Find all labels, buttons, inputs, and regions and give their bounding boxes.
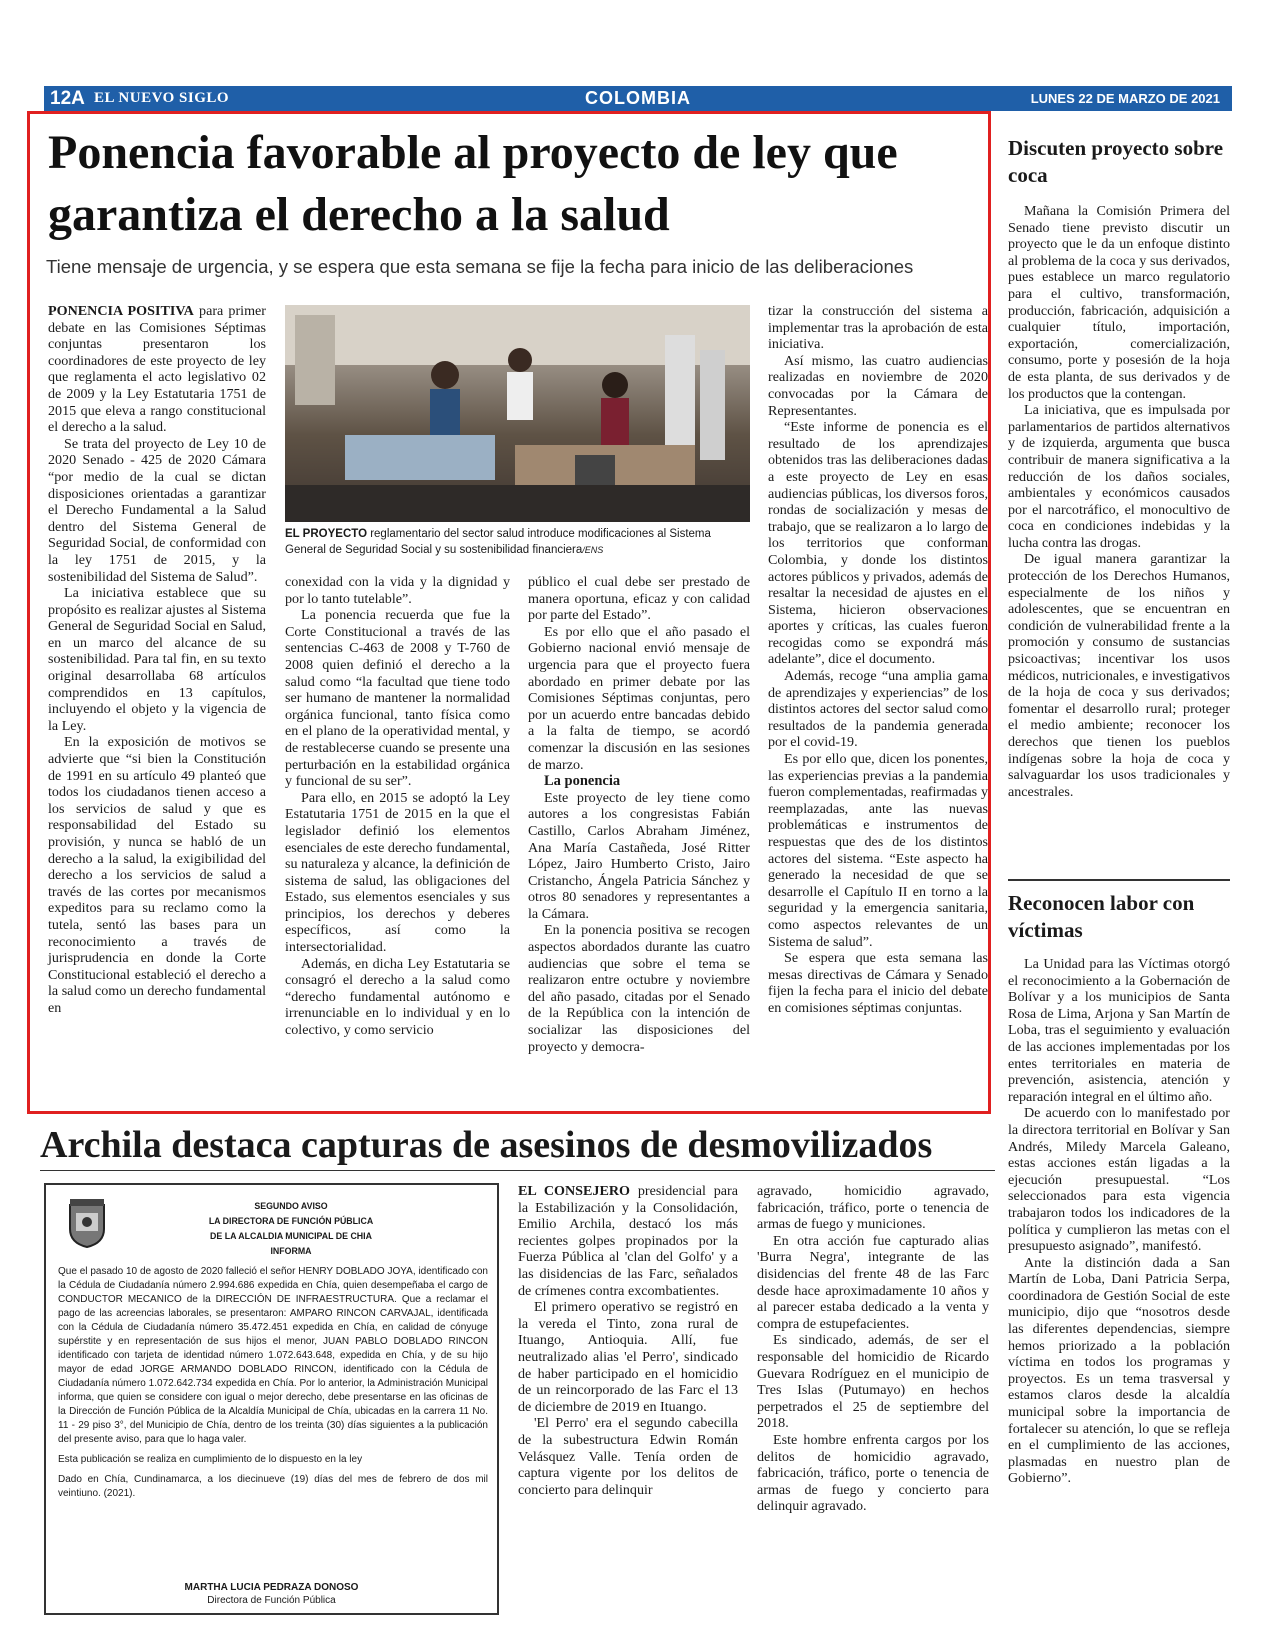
main-column-1 — [48, 303, 266, 1017]
paragraph: agravado, homicidio agravado, fabricación, tráfico, porte o tenencia de armas de fuego y municiones. — [757, 1183, 989, 1233]
signatory-title: Directora de Función Pública — [207, 1595, 336, 1606]
paragraph: La Unidad para las Víctimas otorgó el reconocimiento a la Gobernación de Bolívar y a los municipios de Santa Rosa de Lima, Arjona y San Martín de Loba, tras el seguimiento y evaluación de las acciones implementadas por los entes territoriales en materia de prevención, asistencia, atención y reparación integral en el último año. — [1008, 956, 1230, 1105]
notice-heading-line: SEGUNDO AVISO — [254, 1201, 328, 1211]
paragraph: En la ponencia positiva se recogen aspectos abordados durante las cuatro audiencias que sobre el tema se realizaron entre octubre y noviembre del año pasado, citadas por el Senado de la República con la intención de socializar las disposiciones del proyecto y democra- — [528, 922, 750, 1055]
sidebar-column-coca — [1008, 203, 1230, 800]
paragraph: para primer debate en las Comisiones Séptimas conjuntas presentaron los coordinadores de este proyecto de ley que reglamenta el acto legislativo 02 de 2009 y la Ley Estatutaria 1751 de 2015 que eleva a rango constitucional el derecho a la salud. — [48, 303, 267, 436]
notice-paragraph: Dado en Chía, Cundinamarca, a los diecinueve (19) días del mes de febrero de dos mil veintiuno. (2021). — [58, 1474, 488, 1499]
newspaper-name: EL NUEVO SIGLO — [94, 90, 230, 106]
lead-in: EL CONSEJERO — [518, 1183, 630, 1199]
paragraph: presidencial para la Estabilización y la Consolidación, Emilio Archila, destacó los más recientes golpes propinados por la Fuerza Pública al 'clan del Golfo' y a las disidencias de las Farc, señalados de crímenes contra excombatientes. — [518, 1183, 738, 1299]
paragraph: El primero operativo se registró en la vereda el Tinto, zona rural de Ituango, Antioquia. Allí, fue neutralizado alias 'el Perro', sindicado de haber participado en el homicidio de un reincorporado de las Farc el 13 de diciembre de 2019 en Ituango. — [518, 1299, 738, 1415]
photo-credit: /ENS — [582, 545, 604, 555]
issue-date: LUNES 22 DE MARZO DE 2021 — [1030, 91, 1220, 106]
page-number: 12A — [50, 88, 85, 109]
paragraph: Este hombre enfrenta cargos por los delitos de homicidio agravado, fabricación, tráfico, porte o tenencia de armas de fuego y concierto para delinquir agravado. — [757, 1431, 989, 1515]
page-header — [44, 86, 1232, 111]
main-subheadline: Tiene mensaje de urgencia, y se espera que esta semana se fije la fecha para inicio de las deliberaciones — [46, 256, 914, 277]
sidebar-headline-coca: Discuten proyecto sobre coca — [1008, 136, 1224, 187]
paragraph: “Este informe de ponencia es el resultado de los aprendizajes obtenidos tras las deliberaciones dadas a este proyecto de Ley en esas audiencias públicas, los diversos foros, rondas de socialización y mesas de trabajo, que se realizaron a lo largo de los territorios que conforman Colombia, y donde los distintos actores públicos y privados, además de resaltar la necesidad de ajustes en el Sistema, hicieron observaciones aportes y críticas, las cuales fueron recogidas como se expondrá más adelante”, dice el documento. — [768, 419, 988, 668]
paragraph: En otra acción fue capturado alias 'Burra Negra', integrante de las disidencias del frente 48 de las Farc desde hace aproximadamente 10 años y al parecer estaba dedicado a la venta y compra de estupefacientes. — [757, 1232, 989, 1332]
article-photo — [285, 305, 750, 522]
paragraph: Es sindicado, además, de ser el responsable del homicidio de Ricardo Guevara Rodríguez en el municipio de Tres Islas (Putumayo) en hechos perpetrados el 25 de septiembre del 2018. — [757, 1332, 989, 1432]
paragraph: Es por ello que, dicen los ponentes, las experiencias previas a la pandemia fueron complementadas, reafirmadas y reemplazadas, ante las nuevas problemáticas e instrumentos de respuestas que des de los distintos actores del sistema. “Este aspecto ha generado la necesidad de que se desarrolle el Capítulo II en torno a la seguridad y la emergencia sanitaria, como aspectos relevantes de un Sistema de salud”. — [768, 751, 988, 950]
paragraph: La iniciativa, que es impulsada por parlamentarios de partidos alternativos y de izquierda, argumenta que busca contribuir de manera significativa a la reducción de los daños sociales, ambientales y económicos causados por el narcotráfico, el monocultivo de coca en condiciones indebidas y la lucha contra las drogas. — [1008, 402, 1230, 551]
caption-text: reglamentario del sector salud introduce modificaciones al Sistema General de Seguridad Social y su sostenibilidad financiera — [285, 528, 711, 556]
paragraph: Ante la distinción dada a San Martín de Loba, Dani Patricia Serpa, coordinadora de Gestión Social de este municipio, dijo que “nosotros desde las diferentes dependencias, siempre hemos priorizado a la población víctima en todos los programas y proyectos. Es un tema trasversal y estamos claros desde la alcaldía municipal sobre la importancia de fortalecer su atención, lo que se refleja en el cumplimiento de las acciones, plasmadas en nuestro plan de Gobierno”. — [1008, 1254, 1230, 1487]
divider — [1008, 879, 1230, 881]
notice-signature — [46, 1581, 497, 1607]
paragraph: Este proyecto de ley tiene como autores a los congresistas Fabián Castillo, Carlos Abraham Jiménez, Ana María Castañeda, José Ritter López, Jairo Humberto Cristo, Jairo Cristancho, Ángela Patricia Sánchez y otros 80 senadores y representantes a la Cámara. — [528, 789, 750, 922]
municipal-crest-icon — [66, 1197, 108, 1249]
notice-body — [58, 1265, 488, 1507]
paragraph: conexidad con la vida y la dignidad y por lo tanto tutelable”. — [285, 574, 510, 607]
notice-heading-line: LA DIRECTORA DE FUNCIÓN PÚBLICA — [208, 1216, 374, 1226]
paragraph: De igual manera garantizar la protección de los Derechos Humanos, especialmente de los niños y adolescentes, que se encuentran en condición de vulnerabilidad frente a la promoción y consumo de sustancias psicoactivas; incentivar los usos médicos, nutricionales, e investigativos de la hoja de coca y sus derivados; fomentar el desarrollo rural; proteger el medio ambiente; reconocer los derechos que tienen los pueblos indígenas sobre la hoja de coca y salvaguardar los usos tradicionales y ancestrales. — [1008, 551, 1230, 800]
main-column-4 — [768, 303, 988, 1017]
sidebar-column-victimas — [1008, 956, 1230, 1487]
main-headline: Ponencia favorable al proyecto de ley que garantiza el derecho a la salud — [48, 126, 898, 241]
paragraph: La ponencia recuerda que fue la Corte Constitucional a través de las sentencias C-463 de 2008 y T-760 de 2008 quien definió el derecho a la salud como “la facultad que tiene todo ser humano de mantener la normalidad orgánica funcional, tanto física como en el plano de la operatividad mental, y de restablecerse cuando se presente una perturbación en la estabilidad orgánica y funcional de su ser”. — [285, 607, 510, 790]
section-name: COLOMBIA — [585, 88, 691, 108]
paragraph: Así mismo, las cuatro audiencias realizadas en noviembre de 2020 convocadas por la Cámara de Representantes. — [768, 352, 988, 419]
paragraph: En la exposición de motivos se advierte que “si bien la Constitución de 1991 en su artículo 49 planteó que todos los ciudadanos tienen acceso a los servicios de salud y que es responsabilidad del Estado su provisión, y nunca se habló de un derecho a la salud, la exigibilidad del derecho a los servicios de salud a través de las cortes por mecanismos expeditos para su reclamo como la tutela, sentó las bases para un reconocimiento a través de jurisprudencia en donde la Corte Constitucional estableció el derecho a la salud como un derecho fundamental en — [48, 734, 266, 1016]
paragraph: La iniciativa establece que su propósito es realizar ajustes al Sistema General de Seguridad Social en Salud, en un marco del alcance de su sostenibilidad. Para tal fin, en su texto original desarrollaba 68 artículos comprendidos en 13 capítulos, incluyendo el objeto y la vigencia de la Ley. — [48, 585, 266, 734]
legal-notice — [44, 1183, 499, 1615]
photo-caption — [285, 526, 755, 558]
paragraph: Es por ello que el año pasado el Gobierno nacional envió mensaje de urgencia para que el proyecto fuera abordado en primer debate por las Comisiones Séptimas conjuntas, pero por un acuerdo entre bancadas debido a la falta de tiempo, se acordó comenzar la discusión en las sesiones de marzo. — [528, 623, 750, 773]
notice-heading-line: INFORMA — [270, 1246, 312, 1256]
second-column-2 — [757, 1183, 989, 1515]
paragraph: De acuerdo con lo manifestado por la directora territorial en Bolívar y San Andrés, Miledy Marcela Galeano, estas acciones están ligadas a la ejecución presupuestal. “Los seleccionados para esta vigencia trabajaron todos los indicadores de la política y cumplieron las metas con el presupuesto asignado”, manifestó. — [1008, 1105, 1230, 1255]
notice-heading — [136, 1199, 446, 1259]
main-column-2 — [285, 574, 510, 1039]
paragraph: Mañana la Comisión Primera del Senado tiene previsto discutir un proyecto que le da un enfoque distinto al problema de la coca y sus derivados, pues establece un marco regulatorio para el cultivo, transformación, producción, fabricación, adquisición a cualquier título, importación, exportación, comercialización, consumo, porte y posesión de la hoja de esta planta, de sus derivados y de los productos que la contengan. — [1008, 203, 1230, 402]
sidebar-headline-victimas: Reconocen labor con víctimas — [1008, 891, 1195, 942]
second-column-1 — [518, 1183, 738, 1498]
subheading: La ponencia — [544, 773, 621, 790]
paragraph: Se espera que esta semana las mesas directivas de Cámara y Senado fijen la fecha para el inicio del debate en comisiones séptimas conjuntas. — [768, 950, 988, 1016]
paragraph: Además, recoge “una amplia gama de aprendizajes y experiencias” de los distintos actores del sector salud como resultados de la pandemia generada por el covid-19. — [768, 668, 988, 751]
paragraph: 'El Perro' era el segundo cabecilla de la subestructura Edwin Román Velásquez Valle. Tenía orden de captura vigente por los delitos de concierto para delinquir — [518, 1415, 738, 1498]
main-column-3 — [528, 574, 750, 1055]
paragraph: Además, en dicha Ley Estatutaria se consagró el derecho a la salud como “derecho fundamental autónomo e irrenunciable en lo individual y en lo colectivo, y como servicio — [285, 955, 510, 1039]
second-headline: Archila destaca capturas de asesinos de desmovilizados — [40, 1124, 933, 1166]
caption-lead: EL PROYECTO — [285, 528, 368, 540]
paragraph: público el cual debe ser prestado de manera oportuna, eficaz y con calidad por parte del Estado”. — [528, 574, 750, 624]
paragraph: Para ello, en 2015 se adoptó la Ley Estatutaria 1751 de 2015 en la que el legislador definió los elementos esenciales de este derecho fundamental, su naturaleza y alcance, la definición de sistema de salud, las obligaciones del Estado, sus elementos esenciales y sus principios, los derechos y deberes específicos, así como la intersectorialidad. — [285, 789, 510, 956]
notice-paragraph: Esta publicación se realiza en cumplimiento de lo dispuesto en la ley — [58, 1454, 363, 1465]
hospital-photo-illustration — [285, 305, 750, 522]
signatory-name: MARTHA LUCIA PEDRAZA DONOSO — [184, 1582, 359, 1593]
paragraph: Se trata del proyecto de Ley 10 de 2020 Senado - 425 de 2020 Cámara “por medio de la cual se dictan disposiciones orientadas a garantizar el Derecho Fundamental a la Salud dentro del Sistema General de Seguridad Social, de conformidad con la ley 1751 de 2015, y la sostenibilidad del Sistema de Salud”. — [48, 435, 266, 585]
lead-in: PONENCIA POSITIVA — [48, 303, 194, 319]
notice-paragraph: Que el pasado 10 de agosto de 2020 falleció el señor HENRY DOBLADO JOYA, identificado con la Cédula de Ciudadanía número 2.994.686 expedida en Chía, quien desempeñaba el cargo de CONDUCTOR MECANICO de la DIRECCIÓN DE INFRAESTRUCTURA. Que a reclamar el pago de las acreencias laborales, se presentaron: AMPARO RINCON CARVAJAL, identificada con la Cédula de Ciudadanía número 35.472.451 expedida en Chía, en calidad de cónyuge supérstite y en representación de sus hijos el menor, JUAN PABLO DOBLADO RINCON identificado con tarjeta de identidad número 1.072.643.648, expedida en Chía, y de su hijo mayor de edad JORGE ARMANDO DOBLADO RINCON, identificado con la Cédula de Ciudadanía número 1.072.642.734 expedida en Chía. Por lo anterior, la Administración Municipal informa, que quien se considere con igual o mejor derecho, debe presentarse en las oficinas de la Dirección de Función Pública de la Alcaldía Municipal de Chía, ubicadas en la carrera 11 No. 11 - 29 piso 3°, del Municipio de Chía, dentro de los treinta (30) días siguientes a la publicación del presente aviso, para que lo haga valer. — [58, 1266, 488, 1445]
notice-heading-line: DE LA ALCALDIA MUNICIPAL DE CHIA — [210, 1231, 372, 1241]
paragraph: tizar la construcción del sistema a implementar tras la aprobación de esta iniciativa. — [768, 303, 988, 353]
divider — [40, 1170, 995, 1171]
